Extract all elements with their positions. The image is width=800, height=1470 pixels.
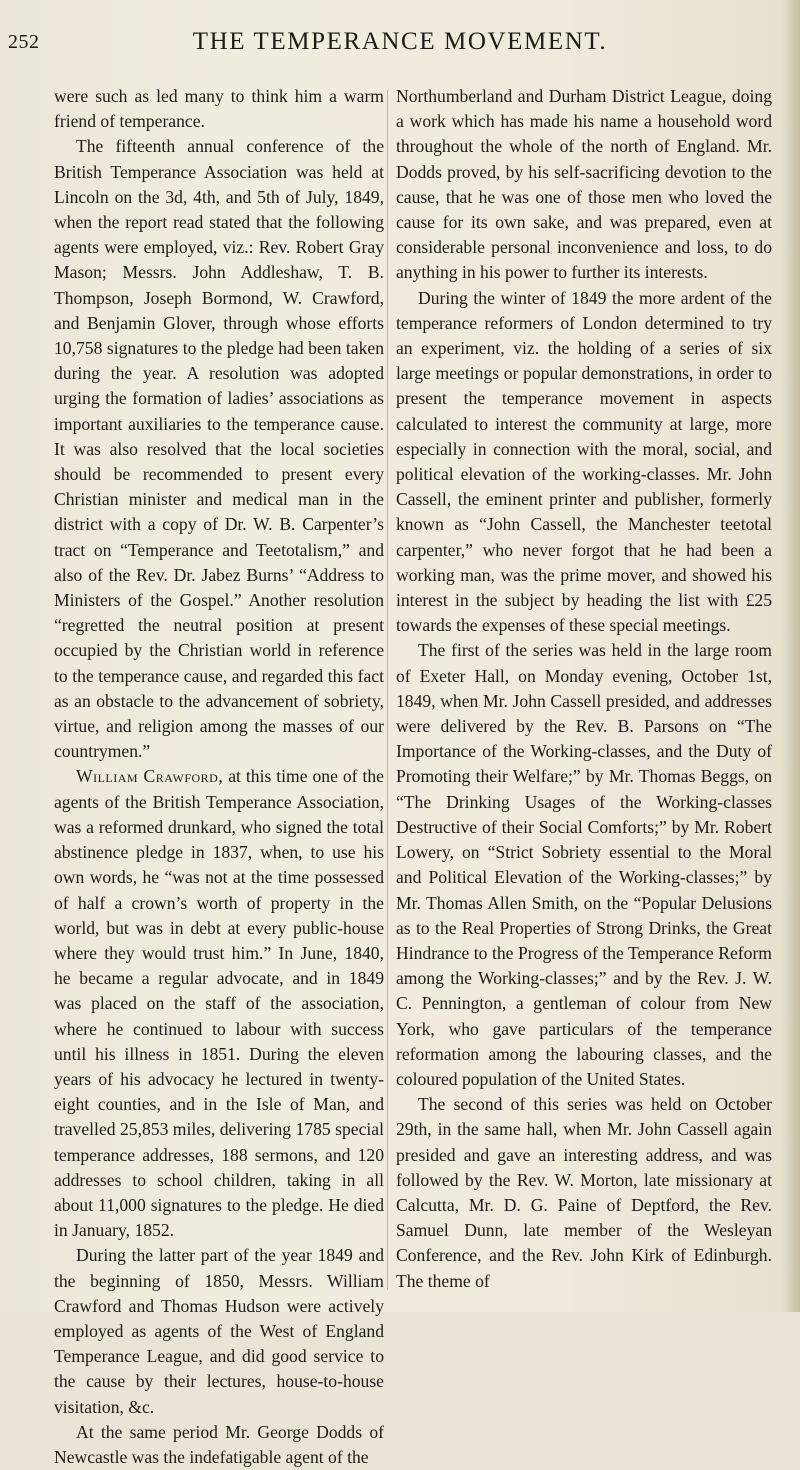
left-column (54, 84, 384, 1470)
paragraph: Northumberland and Durham District League, doing a work which has made his name a household word throughout the whole of the north of England. Mr. Dodds proved, by his self-sacrificing devotion to the cause, that he was one of those men who loved the cause for its own sake, and was prepared, even at considerable personal inconvenience and loss, to do anything in his power to further its interests. (396, 86, 772, 283)
column-divider (387, 90, 388, 1290)
paragraph: During the latter part of the year 1849 and the beginning of 1850, Messrs. William Crawford and Thomas Hudson were actively employed as agents of the West of England Temperance League, and did good service to the cause by their lectures, house-to-house visitation, &c. (54, 1245, 384, 1417)
right-column (396, 84, 772, 1294)
paragraph: were such as led many to think him a warm friend of temperance. (54, 86, 384, 132)
paragraph: The fifteenth annual conference of the British Temperance Association was held at Lincoln on the 3d, 4th, and 5th of July, 1849, when the report read stated that the following agents were employed, viz.: Rev. Robert Gray Mason; Messrs. John Addleshaw, T. B. Thompson, Joseph Bormond, W. Crawford, and Benjamin Glover, through whose efforts 10,758 signatures to the pledge had been taken during the year. A resolution was adopted urging the formation of ladies’ associations as important auxiliaries to the temperance cause. It was also resolved that the local societies should be recommended to present every Christian minister and medical man in the district with a copy of Dr. W. B. Carpenter’s tract on “Temperance and Teetotalism,” and also of the Rev. Dr. Jabez Burns’ “Address to Ministers of the Gospel.” Another resolution “regretted the neutral position at present occupied by the Christian world in reference to the temperance cause, and regarded this fact as an obstacle to the advancement of sobriety, virtue, and religion among the masses of our countrymen.” (54, 136, 384, 762)
paragraph-lead-name: William Crawford, (76, 766, 224, 787)
paragraph (54, 764, 384, 1243)
paragraph-body: at this time one of the agents of the British Temperance Association, was a reformed drunkard, who signed the total abstinence pledge in 1837, when, to use his own words, he “was not at the time possessed of half a crown’s worth of property in the world, but was in debt at every public-house where they would trust him.” In June, 1840, he became a regular advocate, and in 1849 was placed on the staff of the association, where he continued to labour with success until his illness in 1851. During the eleven years of his advocacy he lectured in twenty-eight counties, and in the Isle of Man, and travelled 25,853 miles, delivering 1785 special temperance addresses, 188 sermons, and 120 addresses to school children, taking in all about 11,000 signatures to the pledge. He died in January, 1852. (54, 766, 384, 1241)
running-title: THE TEMPERANCE MOVEMENT. (192, 28, 608, 55)
paragraph: At the same period Mr. George Dodds of Newcastle was the indefatigable agent of the (54, 1421, 384, 1467)
paragraph: The second of this series was held on October 29th, in the same hall, when Mr. John Cassell again presided and gave an interesting address, and was followed by the Rev. W. Morton, late missionary at Calcutta, Mr. D. G. Paine of Deptford, the Rev. Samuel Dunn, late member of the Wesleyan Conference, and the Rev. John Kirk of Edinburgh. The theme of (396, 1094, 772, 1291)
page-number: 252 (8, 31, 40, 53)
paragraph: The first of the series was held in the large room of Exeter Hall, on Monday evening, October 1st, 1849, when Mr. John Cassell presided, and addresses were delivered by the Rev. B. Parsons on “The Importance of the Working-classes, and the Duty of Promoting their Welfare;” by Mr. Thomas Beggs, on “The Drinking Usages of the Working-classes Destructive of their Social Comforts;” by Mr. Robert Lowery, on “Strict Sobriety essential to the Moral and Political Elevation of the Working-classes;” by Mr. Thomas Allen Smith, on the “Popular Delusions as to the Real Properties of Strong Drinks, the Great Hindrance to the Progress of the Temperance Reform among the Working-classes;” and by the Rev. J. W. C. Pennington, a gentleman of colour from New York, who gave particulars of the temperance reformation among the labouring classes, and the coloured population of the United States. (396, 640, 772, 1089)
paragraph: During the winter of 1849 the more ardent of the temperance reformers of London determined to try an experiment, viz. the holding of a series of six large meetings or popular demonstrations, in order to present the temperance movement in aspects calculated to interest the community at large, more especially in connection with the moral, social, and political elevation of the working-classes. Mr. John Cassell, the eminent printer and publisher, formerly known as “John Cassell, the Manchester teetotal carpenter,” who never forgot that he had been a working man, was the prime mover, and showed his interest in the subject by heading the list with £25 towards the expenses of these special meetings. (396, 287, 772, 636)
page-edge-shadow (782, 0, 800, 1312)
